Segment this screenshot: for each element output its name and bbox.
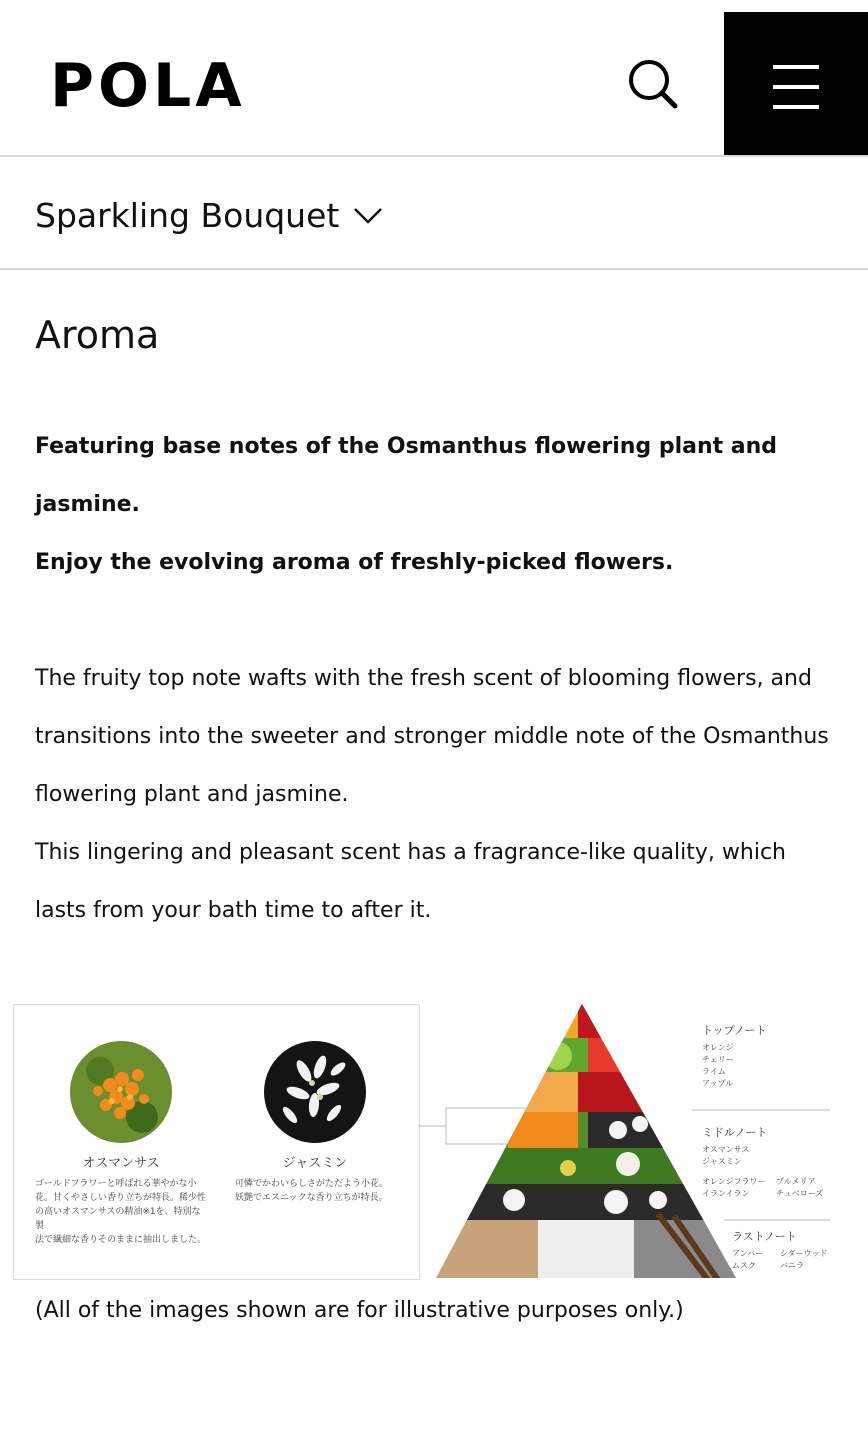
jasmine-card	[220, 1041, 410, 1205]
middle-note-title: ミドルノート	[702, 1126, 768, 1139]
last-note-item: シダーウッド	[780, 1249, 828, 1258]
top-note-item: オレンジ	[702, 1043, 734, 1052]
menu-button[interactable]	[724, 12, 868, 155]
last-note-title: ラストノート	[732, 1230, 797, 1243]
header-divider	[0, 155, 868, 157]
fragrance-pyramid	[418, 1004, 830, 1280]
middle-note-item: ジャスミン	[702, 1157, 742, 1166]
jasmine-image	[264, 1041, 366, 1143]
pola-logo[interactable]: POLA	[50, 51, 246, 121]
selector-divider	[0, 268, 868, 270]
osmanthus-image	[70, 1041, 172, 1143]
chevron-down-icon	[353, 206, 383, 226]
image-caption: (All of the images shown are for illustrative purposes only.)	[35, 1298, 684, 1323]
top-note-item: ライム	[702, 1067, 726, 1076]
middle-note-item: プルメリア	[776, 1177, 816, 1186]
last-note-item: ムスク	[732, 1261, 756, 1270]
lead-text-2: Enjoy the evolving aroma of freshly-picked flowers.	[35, 550, 674, 575]
product-selector-label: Sparkling Bouquet	[35, 196, 340, 235]
section-title: Aroma	[35, 313, 160, 357]
top-note-item: アップル	[702, 1079, 734, 1088]
top-note-title: トップノート	[702, 1024, 767, 1037]
last-note-item: アンバー	[732, 1249, 764, 1258]
osmanthus-name: オスマンサス	[82, 1156, 160, 1171]
middle-note-item: イランイラン	[702, 1189, 750, 1198]
last-note-item: バニラ	[780, 1261, 804, 1270]
top-note-item: チェリー	[702, 1055, 734, 1064]
osmanthus-card	[26, 1041, 216, 1247]
middle-note-item: オスマンサス	[702, 1145, 750, 1154]
jasmine-name: ジャスミン	[282, 1156, 348, 1171]
jasmine-description: 可憐でかわいらしさがただよう小花。 妖艶でエスニックな香り立ちが特長。	[235, 1179, 389, 1203]
search-button[interactable]	[622, 56, 682, 112]
lead-text-1: Featuring base notes of the Osmanthus flowering plant and jasmine.	[35, 434, 778, 517]
key-ingredients-panel	[13, 1004, 420, 1280]
site-header	[0, 0, 868, 156]
osmanthus-description: ゴールドフラワーと呼ばれる華やかな小 花。甘くやさしい香り立ちが特長。稀少性 の高いオスマンサスの精油※1を、特別な製 法で繊細な香りそのままに抽出しました。	[35, 1179, 207, 1245]
middle-note-item: オレンジフラワー	[702, 1177, 766, 1186]
body-text-2: This lingering and pleasant scent has a fragrance-like quality, which lasts from your bath time to after it.	[35, 840, 786, 923]
middle-note-item: チュベローズ	[776, 1189, 824, 1198]
body-text-1: The fruity top note wafts with the fresh scent of blooming flowers, and transitions into the sweeter and stronger middle note of the Osmanthus flowering plant and jasmine.	[35, 666, 829, 807]
product-selector[interactable]	[35, 192, 383, 240]
search-icon	[622, 56, 682, 112]
